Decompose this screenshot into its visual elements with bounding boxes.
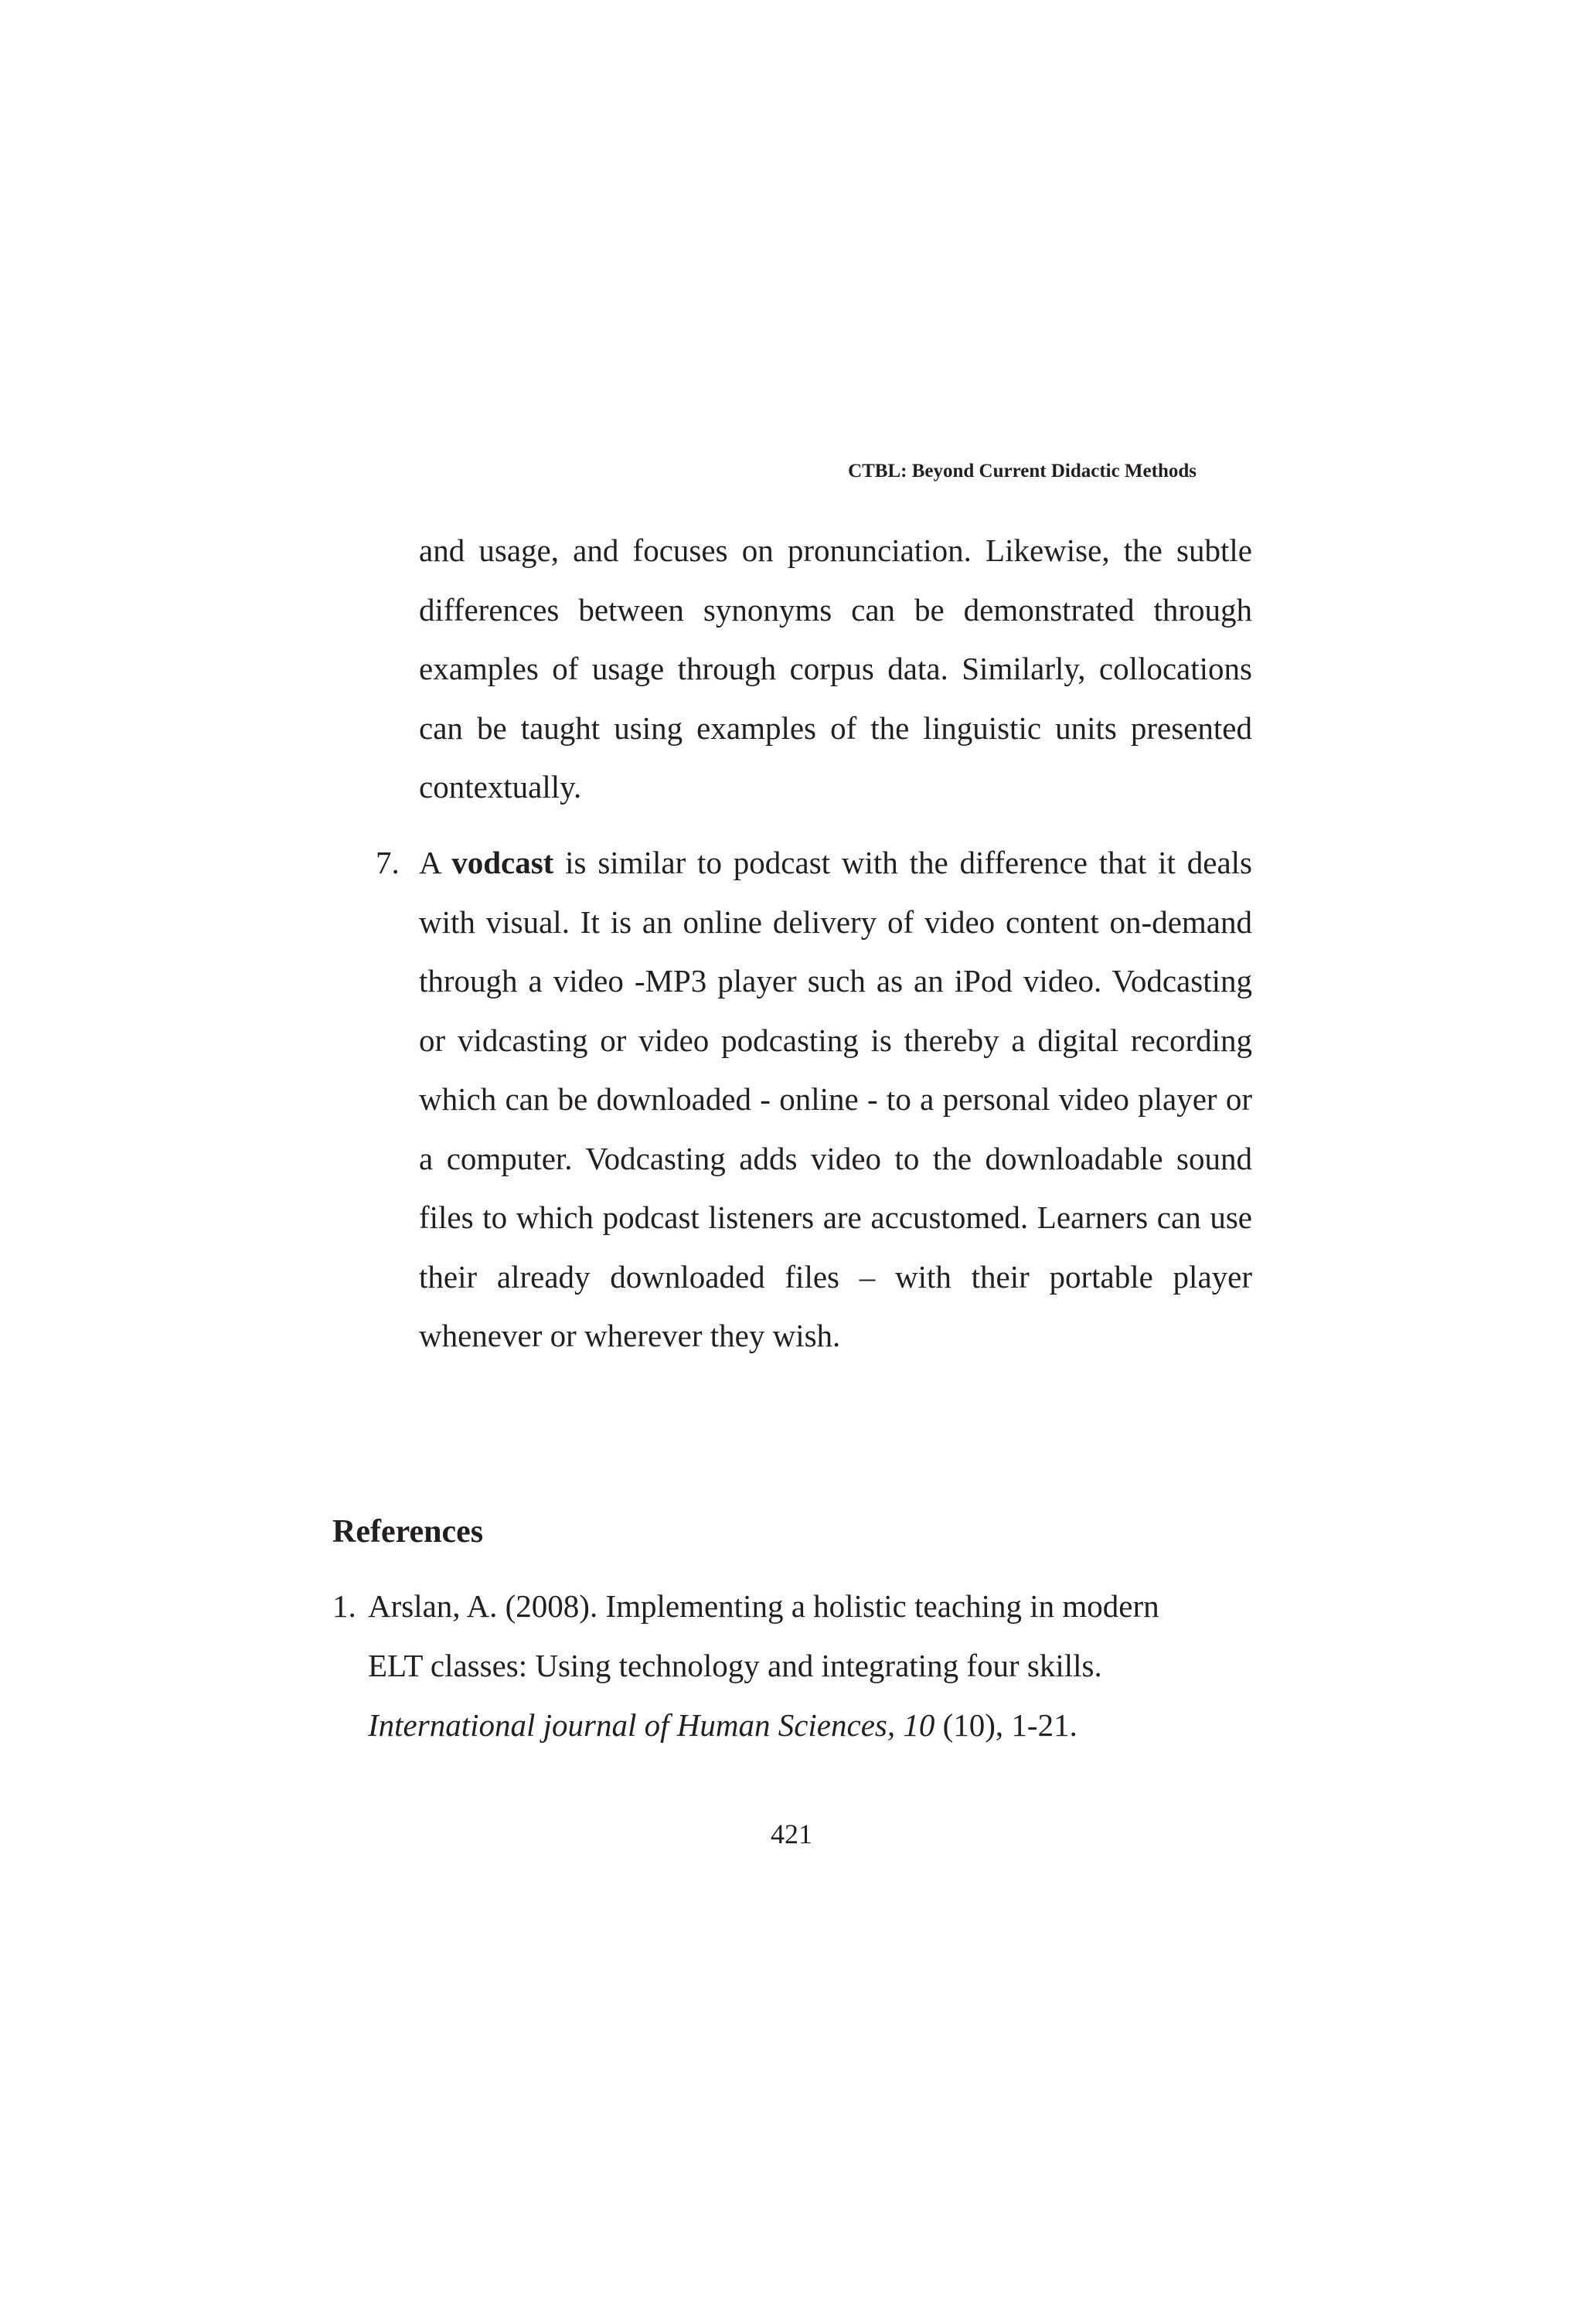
reference-line: Arslan, A. (2008). Implementing a holistic teaching in modern (368, 1588, 1159, 1624)
list-item-number: 7. (376, 845, 400, 880)
page-number: 421 (771, 1819, 812, 1849)
reference-citation-line (368, 1696, 1077, 1755)
reference-journal: International journal of Human Sciences, 10 (368, 1707, 935, 1743)
vodcast-term: vodcast (451, 845, 554, 880)
reference-number: 1. (332, 1588, 356, 1624)
list-item-lead: A (419, 845, 441, 880)
reference-line: ELT classes: Using technology and integrating four skills. (368, 1648, 1102, 1683)
list-item-7 (376, 833, 1252, 1366)
reference-issue-pages: (10), 1-21. (942, 1707, 1077, 1743)
running-header: CTBL: Beyond Current Didactic Methods (848, 461, 1197, 481)
list-item-text: is similar to podcast with the difference that it deals with visual. It is an online delivery of video content on-demand through a video -MP3 player such as an iPod video. Vodcasting or vidcasting or video podcasting is thereby a digital recording which can be downloaded - online - to a personal video player or a computer. Vodcasting adds video to the downloadable sound files to which podcast listeners are accustomed. Learners can use their already downloaded files – with their portable player whenever or wherever they wish. (419, 845, 1252, 1353)
continued-paragraph: and usage, and focuses on pronunciation. Likewise, the subtle differences between synonyms can be demonstrated through examples of usage through corpus data. Similarly, collocations can be taught using examples of the linguistic units presented contextually. (419, 533, 1252, 805)
references-heading: References (332, 1514, 484, 1550)
